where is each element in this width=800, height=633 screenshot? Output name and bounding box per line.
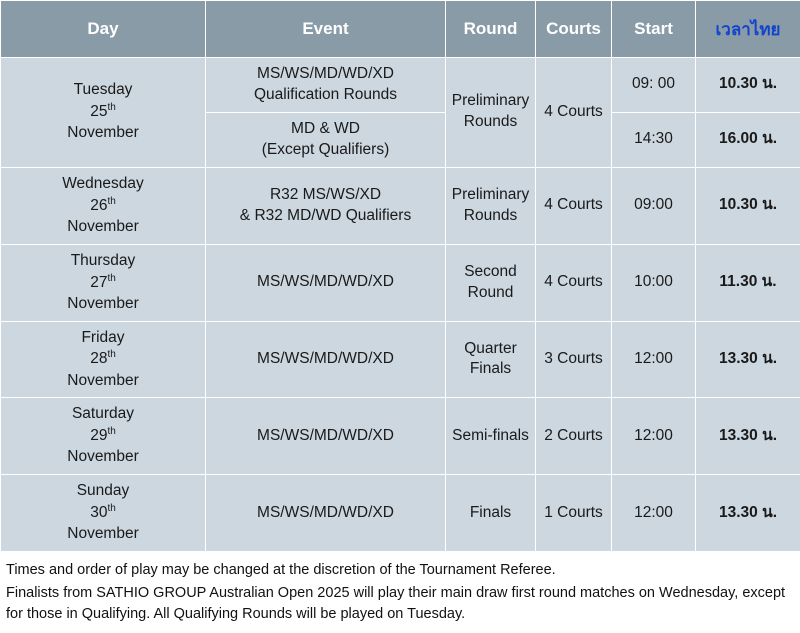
- cell-round: Preliminary Rounds: [446, 58, 536, 168]
- table-row: [1, 244, 800, 321]
- note-referee: Times and order of play may be changed at the discretion of the Tournament Referee.: [6, 560, 794, 581]
- column-header-round: Round: [446, 1, 536, 58]
- day-number-wrap: 30th: [4, 502, 202, 524]
- column-header-courts: Courts: [536, 1, 612, 58]
- cell-thai-time: 13.30 น.: [696, 321, 800, 398]
- cell-round: Quarter Finals: [446, 321, 536, 398]
- cell-round: Finals: [446, 475, 536, 552]
- cell-thai-time: 13.30 น.: [696, 398, 800, 475]
- cell-event: MD & WD (Except Qualifiers): [206, 112, 446, 167]
- note-finalists: Finalists from SATHIO GROUP Australian Open 2025 will play their main draw first round matches on Wednesday, except for those in Qualifying. All Qualifying Rounds will be played on Tuesday.: [6, 583, 794, 625]
- cell-day: Wednesday 26th November: [1, 167, 206, 244]
- cell-day: Sunday 30th November: [1, 475, 206, 552]
- cell-start: 12:00: [612, 321, 696, 398]
- cell-event: MS/WS/MD/WD/XD: [206, 244, 446, 321]
- cell-courts: 3 Courts: [536, 321, 612, 398]
- cell-courts: 4 Courts: [536, 244, 612, 321]
- cell-thai-time: 16.00 น.: [696, 112, 800, 167]
- cell-start: 14:30: [612, 112, 696, 167]
- column-header-day: Day: [1, 1, 206, 58]
- day-number-wrap: 27th: [4, 272, 202, 294]
- cell-event: MS/WS/MD/WD/XD Qualification Rounds: [206, 58, 446, 113]
- cell-round: Preliminary Rounds: [446, 167, 536, 244]
- cell-day: Tuesday 25th November: [1, 58, 206, 168]
- cell-event: MS/WS/MD/WD/XD: [206, 475, 446, 552]
- day-number-wrap: 26th: [4, 195, 202, 217]
- cell-event: R32 MS/WS/XD & R32 MD/WD Qualifiers: [206, 167, 446, 244]
- cell-day: Thursday 27th November: [1, 244, 206, 321]
- column-header-thai-time: เวลาไทย: [696, 1, 800, 58]
- cell-thai-time: 11.30 น.: [696, 244, 800, 321]
- table-row: [1, 475, 800, 552]
- cell-thai-time: 10.30 น.: [696, 58, 800, 113]
- cell-courts: 2 Courts: [536, 398, 612, 475]
- cell-courts: 4 Courts: [536, 58, 612, 168]
- cell-start: 12:00: [612, 475, 696, 552]
- notes-section: [0, 552, 800, 633]
- cell-start: 09:00: [612, 167, 696, 244]
- table-row: [1, 58, 800, 113]
- day-number-wrap: 29th: [4, 425, 202, 447]
- table-row: [1, 321, 800, 398]
- day-number-wrap: 28th: [4, 348, 202, 370]
- cell-day: Friday 28th November: [1, 321, 206, 398]
- column-header-event: Event: [206, 1, 446, 58]
- cell-courts: 4 Courts: [536, 167, 612, 244]
- cell-thai-time: 10.30 น.: [696, 167, 800, 244]
- cell-start: 10:00: [612, 244, 696, 321]
- cell-day: Saturday 29th November: [1, 398, 206, 475]
- cell-round: Semi-finals: [446, 398, 536, 475]
- day-number-wrap: 25th: [4, 101, 202, 123]
- cell-start: 12:00: [612, 398, 696, 475]
- column-header-start: Start: [612, 1, 696, 58]
- cell-courts: 1 Courts: [536, 475, 612, 552]
- cell-round: Second Round: [446, 244, 536, 321]
- table-row: [1, 398, 800, 475]
- cell-event: MS/WS/MD/WD/XD: [206, 321, 446, 398]
- table-row: [1, 167, 800, 244]
- cell-event: MS/WS/MD/WD/XD: [206, 398, 446, 475]
- table-header-row: [1, 1, 800, 58]
- cell-start: 09: 00: [612, 58, 696, 113]
- cell-thai-time: 13.30 น.: [696, 475, 800, 552]
